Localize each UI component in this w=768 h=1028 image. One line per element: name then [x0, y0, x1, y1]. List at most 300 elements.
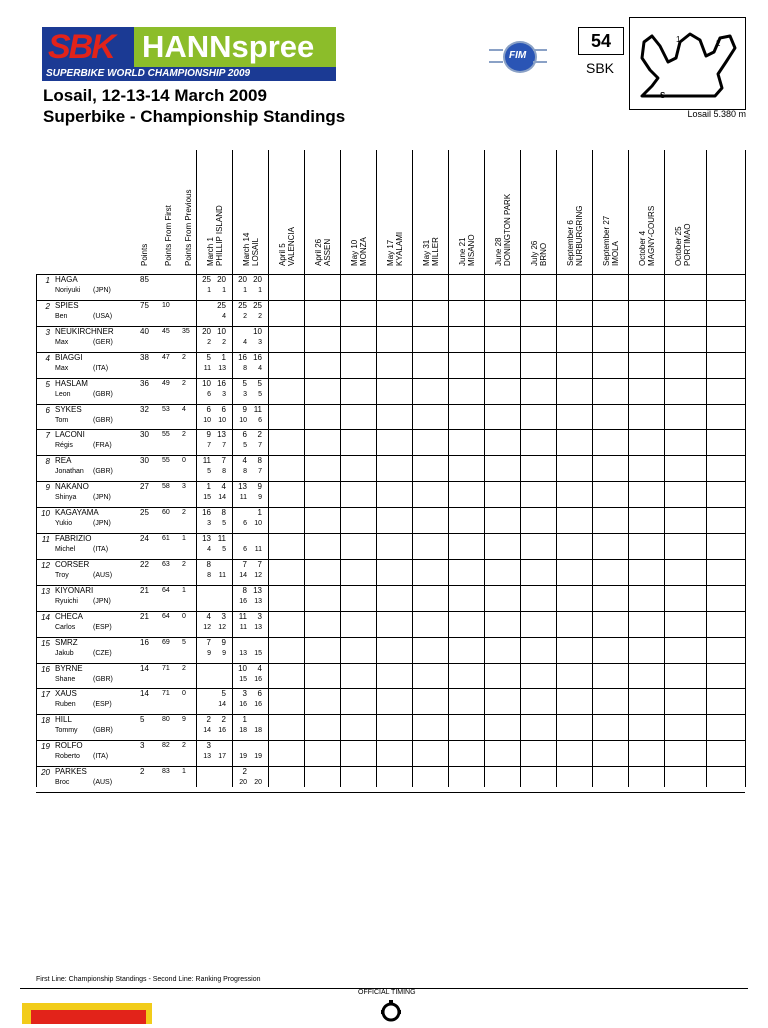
race2-rank: 2: [258, 312, 262, 320]
points-from-first: 64: [162, 586, 170, 594]
race2-points: 3: [257, 611, 262, 621]
race1-rank: 11: [239, 494, 247, 502]
race1-rank: 15: [203, 494, 211, 502]
race2-rank: 4: [222, 312, 226, 320]
rider-nationality: (JPN): [93, 597, 111, 605]
round-date: May 17: [386, 239, 395, 266]
round-venue: KYALAMI: [395, 231, 404, 266]
round-date: July 26: [530, 240, 539, 266]
points-from-first: 64: [162, 612, 170, 620]
round-venue: MONZA: [359, 237, 368, 266]
column-header: Points From First: [164, 205, 173, 266]
rider-first-name: Leon: [55, 390, 71, 398]
rider-nationality: (JPN): [93, 287, 111, 294]
race1-points: 4: [242, 456, 247, 466]
race2-rank: 16: [254, 675, 262, 683]
table-row: [36, 352, 745, 378]
rider-position: 6: [45, 405, 50, 415]
race2-points: 7: [221, 456, 226, 466]
points-from-previous: 9: [182, 716, 186, 724]
rider-points: 22: [140, 559, 149, 569]
rider-nationality: (GER): [93, 338, 113, 346]
points-from-previous: 2: [182, 664, 186, 672]
rider-points: 30: [140, 456, 149, 466]
sbk-logo-block: [42, 27, 134, 67]
rider-first-name: Tom: [55, 416, 69, 424]
round-venue: MISANO: [467, 234, 476, 266]
race1-rank: 19: [239, 753, 247, 761]
race1-rank: 10: [203, 416, 211, 424]
official-timing-icon: [379, 999, 403, 1023]
race2-rank: 7: [258, 468, 262, 476]
rider-name: CHECA: [55, 611, 84, 621]
pirelli-logo: [22, 1003, 152, 1024]
race1-rank: 15: [239, 675, 247, 683]
race2-points: 9: [221, 637, 226, 647]
race1-rank: 2: [243, 312, 247, 320]
rider-position: 20: [41, 768, 50, 778]
rider-name: ROLFO: [55, 741, 83, 751]
rider-name: BIAGGI: [55, 352, 83, 362]
race2-points: 4: [221, 482, 226, 492]
points-from-first: 47: [162, 353, 170, 361]
table-row: [36, 455, 745, 481]
hannspree-logo-block: [134, 27, 336, 67]
points-from-first: 63: [162, 560, 170, 568]
pirelli-logo-band: [31, 1010, 146, 1024]
points-from-previous: 0: [182, 612, 186, 620]
rider-position: 12: [41, 560, 50, 570]
race2-rank: 3: [222, 390, 226, 398]
points-from-previous: 2: [182, 742, 186, 750]
rider-first-name: Shane: [55, 675, 76, 683]
table-column-line: [745, 150, 746, 787]
race1-rank: 16: [239, 597, 247, 605]
race2-rank: 13: [254, 597, 262, 605]
race1-points: 11: [238, 611, 247, 621]
rider-points: 85: [140, 275, 149, 284]
points-from-first: 83: [162, 768, 170, 776]
round-venue: IMOLA: [611, 241, 620, 266]
race2-rank: 1: [258, 287, 262, 294]
rider-points: 24: [140, 534, 149, 543]
rider-nationality: (GBR): [93, 468, 113, 476]
race2-points: 5: [221, 689, 226, 699]
rider-position: 4: [45, 353, 50, 363]
round-venue: MAGNY-COURS: [647, 205, 656, 266]
track-length: Losail 5.380 m: [687, 109, 746, 119]
race1-rank: 3: [207, 520, 211, 528]
race1-rank: 20: [239, 779, 247, 787]
start-label: S: [660, 91, 666, 100]
rider-nationality: (ESP): [93, 623, 112, 631]
race1-rank: 18: [239, 727, 247, 735]
rider-name: NEUKIRCHNER: [55, 326, 114, 336]
race2-points: 11: [253, 404, 262, 414]
race1-points: 8: [206, 559, 211, 569]
round-date: May 10: [350, 239, 359, 266]
race2-points: 10: [217, 326, 226, 336]
race2-points: 13: [253, 585, 262, 595]
race1-points: 6: [206, 404, 211, 414]
table-row: [36, 663, 745, 689]
race1-rank: 13: [239, 649, 247, 657]
round-venue: PORTIMAO: [683, 223, 692, 266]
round-date: June 28: [494, 237, 503, 266]
event-title: Losail, 12-13-14 March 2009: [43, 86, 267, 105]
race2-points: 20: [253, 275, 262, 284]
table-row: [36, 507, 745, 533]
race2-rank: 5: [222, 520, 226, 528]
round-date: September 6: [566, 220, 575, 266]
rider-position: 1: [45, 276, 50, 285]
rider-points: 5: [140, 715, 145, 725]
rider-name: SMRZ: [55, 637, 78, 647]
rider-first-name: Yukio: [55, 520, 73, 528]
rider-nationality: (ITA): [93, 546, 109, 553]
rider-points: 27: [140, 482, 149, 492]
table-row: [36, 637, 745, 663]
rider-first-name: Régis: [55, 442, 73, 450]
rider-points: 30: [140, 430, 149, 440]
race1-points: 13: [202, 534, 211, 543]
race2-rank: 15: [254, 649, 262, 657]
rider-position: 5: [45, 379, 50, 389]
table-row: [36, 688, 745, 714]
race2-rank: 12: [218, 623, 226, 631]
rider-first-name: Tommy: [55, 727, 78, 735]
rider-name: NAKANO: [55, 482, 89, 492]
rider-first-name: Michel: [55, 546, 76, 553]
race1-points: 6: [242, 430, 247, 440]
rider-first-name: Ryuichi: [55, 597, 78, 605]
race1-points: 25: [238, 300, 247, 310]
race1-rank: 13: [203, 753, 211, 761]
race1-points: 11: [202, 456, 211, 466]
table-row: [36, 300, 745, 326]
round-venue: DONINGTON PARK: [503, 193, 512, 266]
race2-rank: 8: [222, 468, 226, 476]
race1-rank: 8: [243, 468, 247, 476]
points-from-first: 53: [162, 405, 170, 413]
rider-nationality: (CZE): [93, 649, 112, 657]
race1-points: 2: [206, 715, 211, 725]
table-row: [36, 404, 745, 430]
points-from-first: 71: [162, 664, 170, 672]
rider-name: KAGAYAMA: [55, 508, 99, 518]
race2-rank: 13: [254, 623, 262, 631]
rider-name: HILL: [55, 715, 72, 725]
rider-nationality: (GBR): [93, 675, 113, 683]
round-date: October 25: [674, 226, 683, 266]
class-label: SBK: [585, 60, 614, 76]
rider-nationality: (ITA): [93, 753, 109, 761]
race2-rank: 19: [254, 753, 262, 761]
race1-rank: 5: [243, 442, 247, 450]
race2-points: 8: [257, 456, 262, 466]
race2-points: 6: [257, 689, 262, 699]
rider-nationality: (GBR): [93, 727, 113, 735]
rider-nationality: (USA): [93, 312, 113, 320]
race1-rank: 14: [203, 727, 211, 735]
race2-rank: 7: [258, 442, 262, 450]
table-row: [36, 326, 745, 352]
rider-name: REA: [55, 456, 72, 466]
sbk-logo-text: SBK: [48, 28, 114, 66]
points-from-first: 55: [162, 457, 170, 465]
points-from-first: 71: [162, 690, 170, 698]
table-row: [36, 378, 745, 404]
rider-name: HAGA: [55, 275, 78, 284]
race1-points: 4: [206, 611, 211, 621]
table-row-line: [36, 792, 745, 793]
round-date: May 31: [422, 239, 431, 266]
race1-points: 13: [238, 482, 247, 492]
rider-points: 21: [140, 585, 149, 595]
rider-points: 14: [140, 689, 149, 699]
round-venue: VALENCIA: [287, 227, 296, 266]
round-date: September 27: [602, 215, 611, 266]
race1-points: 3: [242, 689, 247, 699]
fim-emblem: [503, 41, 537, 73]
table-row: [36, 429, 745, 455]
race2-rank: 11: [254, 546, 262, 553]
race2-points: 11: [217, 534, 226, 543]
rider-points: 75: [140, 300, 149, 310]
fim-wing-right: [533, 49, 547, 63]
hannspree-logo-text: HANNspree: [142, 29, 315, 64]
rider-first-name: Noriyuki: [55, 287, 81, 294]
race2-points: 25: [253, 300, 262, 310]
rider-points: 38: [140, 352, 149, 362]
round-date: April 5: [278, 243, 287, 266]
document-title: Superbike - Championship Standings: [43, 107, 346, 126]
table-row: [36, 714, 745, 740]
table-row: [36, 274, 745, 300]
rider-first-name: Roberto: [55, 753, 80, 761]
rider-position: 18: [41, 716, 50, 726]
race2-rank: 18: [254, 727, 262, 735]
rider-name: BYRNE: [55, 663, 83, 673]
points-from-previous: 2: [182, 509, 186, 517]
race1-rank: 16: [239, 701, 247, 709]
table-row: [36, 766, 745, 792]
rider-position: 2: [45, 301, 50, 311]
race1-rank: 4: [243, 338, 247, 346]
race2-rank: 9: [222, 649, 226, 657]
rider-nationality: (ITA): [93, 364, 109, 372]
rider-nationality: (AUS): [93, 571, 113, 579]
race2-rank: 11: [218, 571, 226, 579]
rider-points: 2: [140, 767, 145, 777]
race1-points: 9: [242, 404, 247, 414]
championship-band-text: SUPERBIKE WORLD CHAMPIONSHIP 2009: [46, 68, 251, 79]
table-row: [36, 559, 745, 585]
race2-points: 4: [257, 663, 262, 673]
round-date: March 14: [242, 232, 251, 266]
points-from-previous: 2: [182, 379, 186, 387]
race2-points: 25: [217, 300, 226, 310]
race1-points: 20: [202, 326, 211, 336]
race1-points: 25: [202, 275, 211, 284]
rider-nationality: (AUS): [93, 779, 113, 787]
legend-text: First Line: Championship Standings - Second Line: Ranking Progression: [36, 976, 261, 983]
race2-rank: 7: [222, 442, 226, 450]
race2-rank: 14: [218, 701, 226, 709]
race2-points: 20: [217, 275, 226, 284]
table-row: [36, 585, 745, 611]
rider-first-name: Ruben: [55, 701, 76, 709]
race1-rank: 14: [239, 571, 247, 579]
table-row: [36, 740, 745, 766]
rider-first-name: Ben: [55, 312, 68, 320]
points-from-previous: 35: [182, 327, 190, 335]
race1-rank: 12: [203, 623, 211, 631]
rider-points: 14: [140, 663, 149, 673]
race1-points: 7: [206, 637, 211, 647]
rider-first-name: Jakub: [55, 649, 74, 657]
rider-name: FABRIZIO: [55, 534, 92, 543]
round-date: October 4: [638, 230, 647, 266]
points-from-first: 61: [162, 535, 170, 542]
race2-rank: 16: [254, 701, 262, 709]
rider-first-name: Shinya: [55, 494, 77, 502]
rider-nationality: (FRA): [93, 442, 112, 450]
race2-rank: 17: [218, 753, 226, 761]
rider-name: XAUS: [55, 689, 77, 699]
race2-rank: 1: [222, 287, 226, 294]
points-from-previous: 4: [182, 405, 186, 413]
race1-points: 16: [238, 352, 247, 362]
points-from-previous: 1: [182, 535, 186, 542]
race2-rank: 10: [254, 520, 262, 528]
rider-points: 3: [140, 741, 145, 751]
points-from-first: 10: [162, 301, 170, 309]
turn-1-label: 1: [676, 35, 681, 44]
points-from-first: 60: [162, 509, 170, 517]
race2-points: 13: [217, 430, 226, 440]
column-header: Points From Previous: [184, 189, 193, 266]
rider-position: 16: [41, 664, 50, 674]
race2-points: 5: [257, 378, 262, 388]
points-from-first: 49: [162, 379, 170, 387]
race1-points: 8: [242, 585, 247, 595]
race2-points: 1: [257, 508, 262, 518]
rider-points: 25: [140, 508, 149, 518]
points-from-previous: 2: [182, 560, 186, 568]
table-row: [36, 533, 745, 559]
rider-position: 11: [41, 535, 50, 544]
track-map-icon: [630, 18, 745, 109]
race2-points: 1: [221, 352, 226, 362]
race1-points: 10: [202, 378, 211, 388]
race2-rank: 20: [254, 779, 262, 787]
race1-points: 1: [206, 482, 211, 492]
race2-rank: 4: [258, 364, 262, 372]
points-from-first: 80: [162, 716, 170, 724]
race2-rank: 6: [258, 416, 262, 424]
race2-points: 9: [257, 482, 262, 492]
fim-logo: [489, 39, 545, 73]
race1-rank: 6: [243, 520, 247, 528]
rider-first-name: Troy: [55, 571, 69, 579]
turn-2-label: 2: [716, 39, 721, 48]
race2-rank: 12: [254, 571, 262, 579]
rider-name: SYKES: [55, 404, 82, 414]
rider-position: 9: [45, 483, 50, 493]
race2-rank: 9: [258, 494, 262, 502]
race2-points: 16: [217, 378, 226, 388]
rider-nationality: (JPN): [93, 494, 111, 502]
table-row: [36, 481, 745, 507]
race1-rank: 3: [243, 390, 247, 398]
rider-nationality: (JPN): [93, 520, 111, 528]
race1-rank: 10: [239, 416, 247, 424]
race2-points: 2: [257, 430, 262, 440]
race2-points: 10: [253, 326, 262, 336]
points-from-previous: 1: [182, 586, 186, 594]
points-from-previous: 5: [182, 638, 186, 646]
points-from-previous: 3: [182, 483, 186, 491]
race2-points: 7: [257, 559, 262, 569]
race2-points: 2: [221, 715, 226, 725]
rider-position: 17: [41, 690, 50, 700]
official-timing-label: OFFICIAL TIMING: [358, 989, 416, 996]
race2-rank: 3: [258, 338, 262, 346]
points-from-first: 55: [162, 431, 170, 439]
race2-points: 6: [221, 404, 226, 414]
round-date: June 21: [458, 237, 467, 266]
rider-name: KIYONARI: [55, 585, 94, 595]
points-from-first: 58: [162, 483, 170, 491]
track-map: [629, 17, 746, 110]
points-from-previous: 2: [182, 353, 186, 361]
rider-points: 16: [140, 637, 149, 647]
race1-points: 16: [202, 508, 211, 518]
race1-points: 1: [242, 715, 247, 725]
race2-rank: 13: [218, 364, 226, 372]
round-venue: BRNO: [539, 242, 548, 266]
race1-points: 5: [242, 378, 247, 388]
race2-points: 3: [221, 611, 226, 621]
rider-position: 10: [41, 509, 50, 519]
table-row: [36, 611, 745, 637]
race1-rank: 6: [243, 546, 247, 553]
points-from-first: 69: [162, 638, 170, 646]
rider-name: PARKES: [55, 767, 87, 777]
race1-rank: 1: [207, 287, 211, 294]
rider-name: HASLAM: [55, 378, 88, 388]
race1-rank: 1: [243, 287, 247, 294]
race2-rank: 10: [218, 416, 226, 424]
race1-rank: 8: [243, 364, 247, 372]
rider-nationality: (ESP): [93, 701, 112, 709]
points-from-previous: 2: [182, 431, 186, 439]
rider-points: 21: [140, 611, 149, 621]
fim-text: FIM: [509, 50, 527, 61]
championship-band: [42, 67, 336, 81]
race1-points: 10: [238, 663, 247, 673]
race1-points: 20: [238, 275, 247, 284]
round-venue: ASSEN: [323, 238, 332, 266]
race2-points: 8: [221, 508, 226, 518]
race1-points: 9: [206, 430, 211, 440]
rider-position: 3: [45, 327, 50, 337]
race2-points: 16: [253, 352, 262, 362]
race2-rank: 5: [258, 390, 262, 398]
race2-rank: 2: [222, 338, 226, 346]
rider-points: 32: [140, 404, 149, 414]
